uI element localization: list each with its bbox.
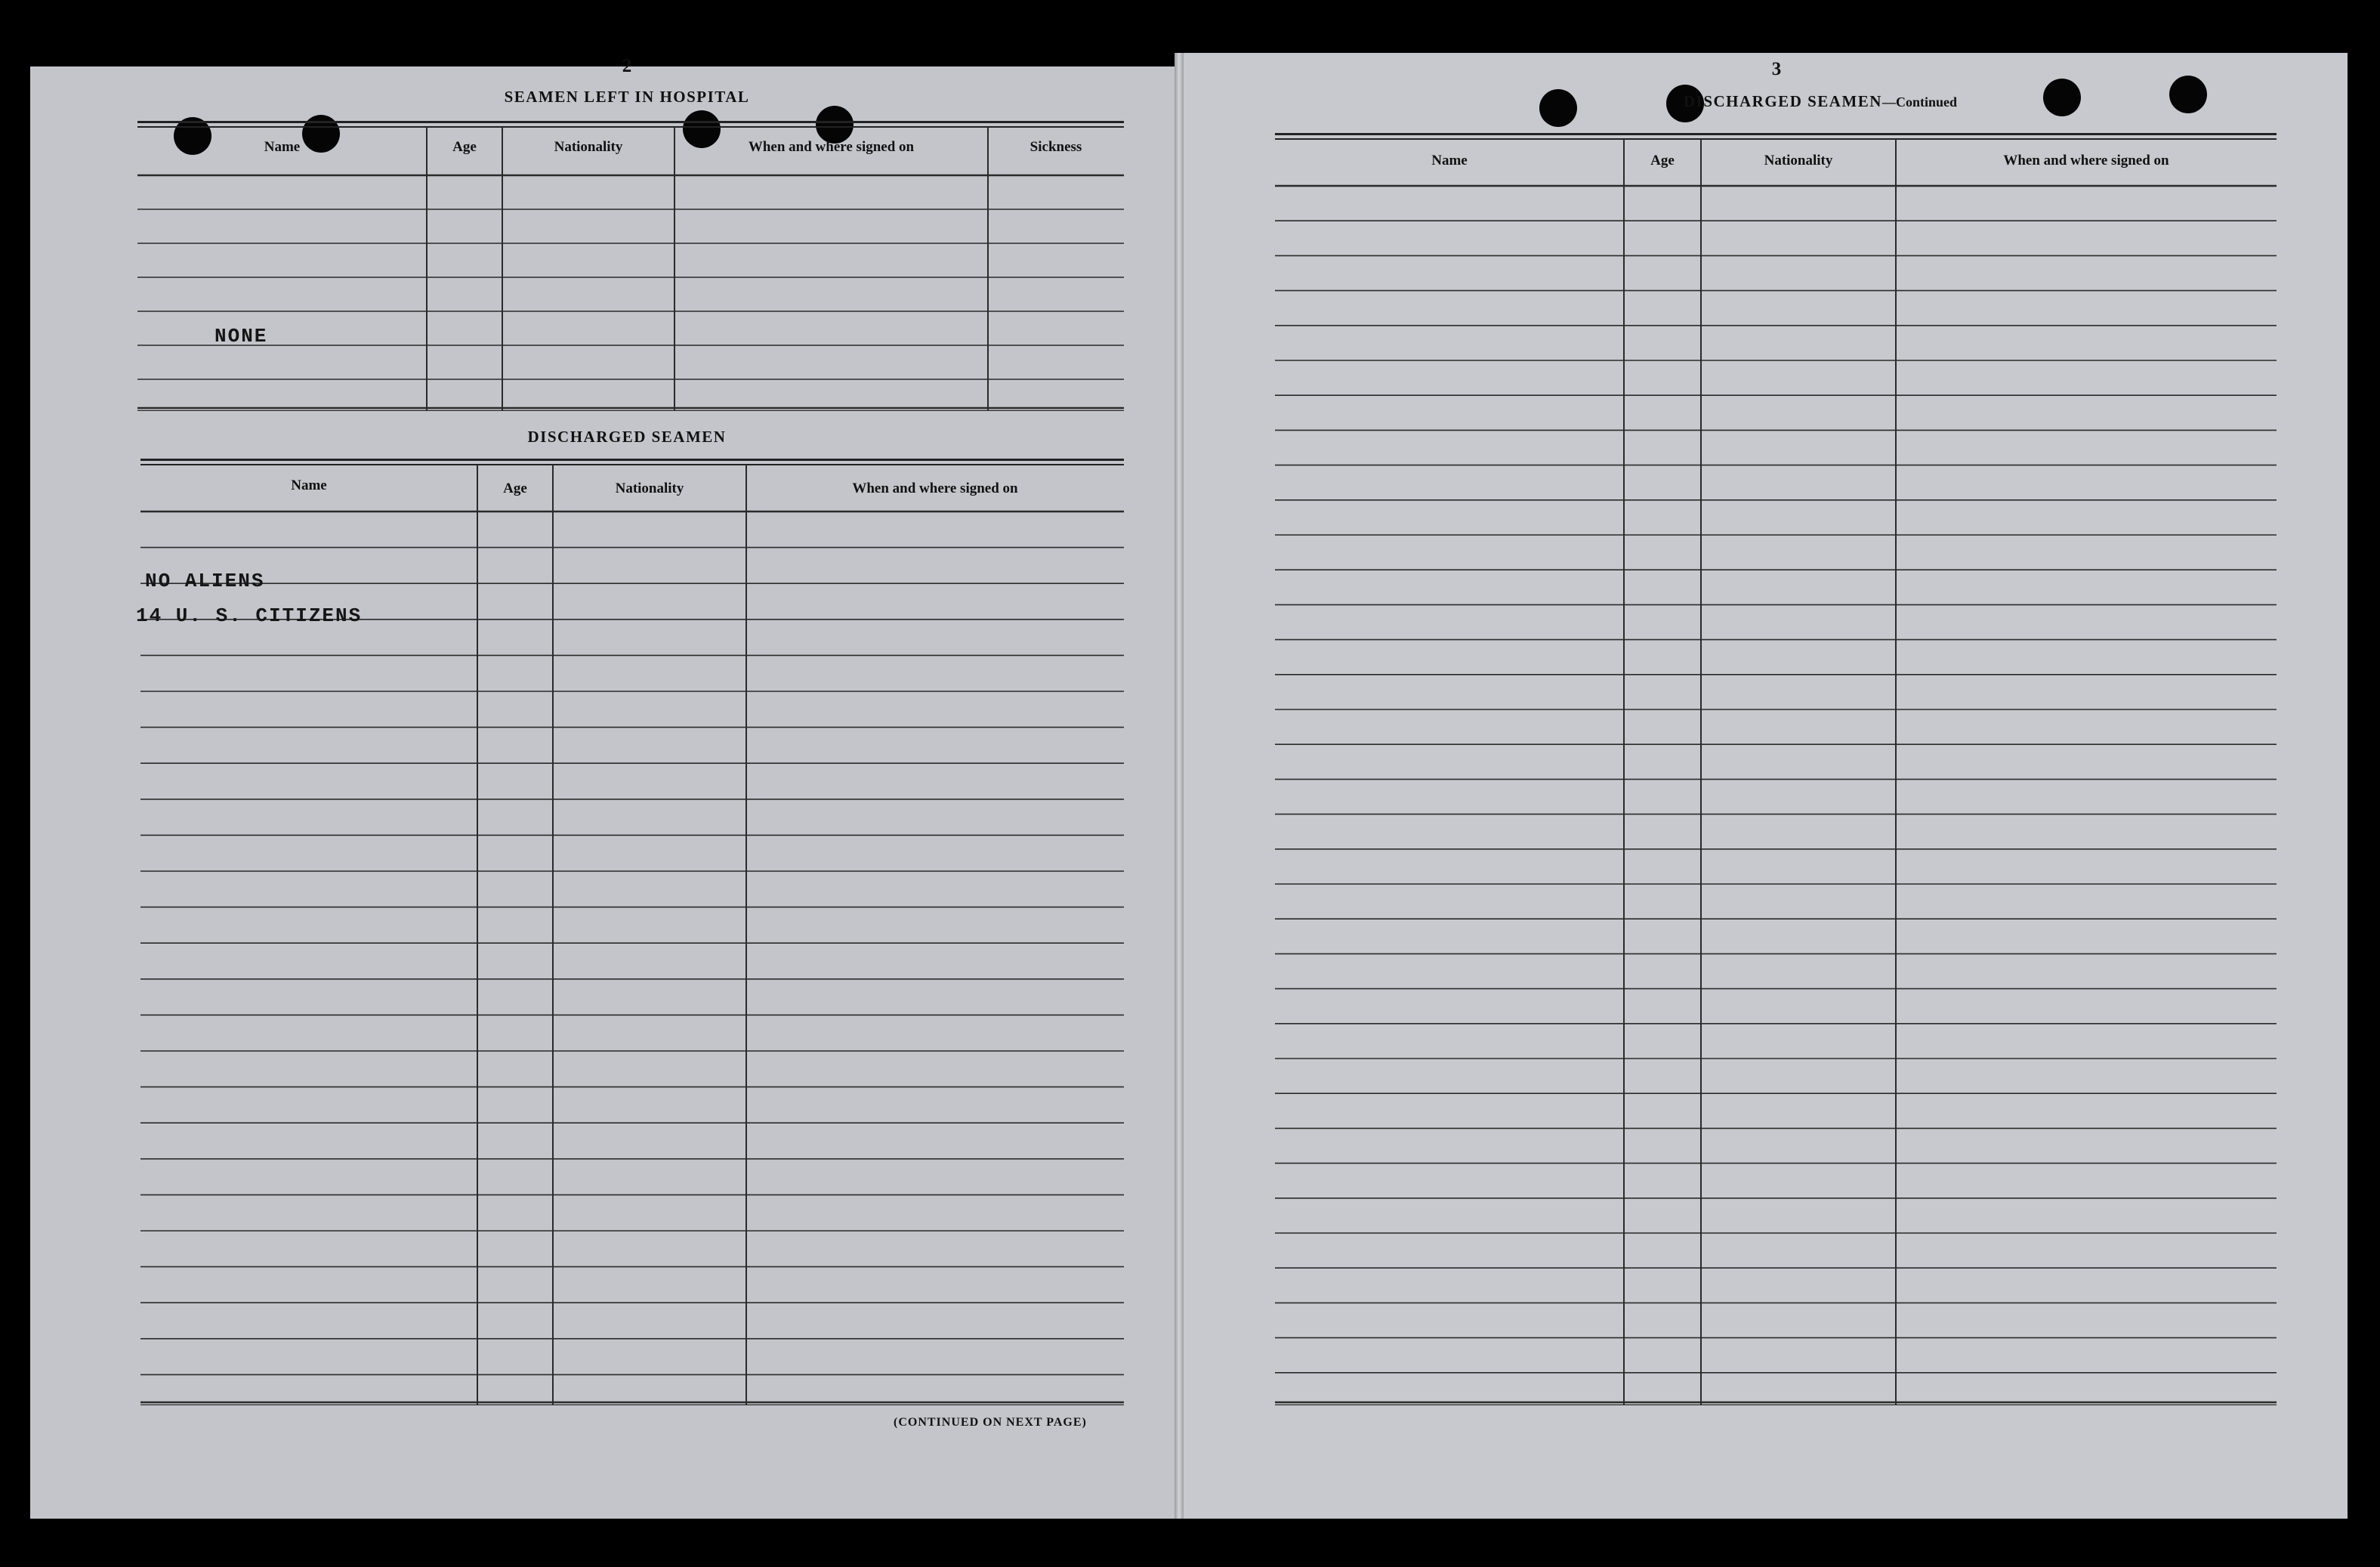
punch-hole	[1539, 89, 1577, 127]
discharged-header-signed-on: When and where signed on	[852, 481, 1018, 496]
continued-header-nationality: Nationality	[1764, 153, 1833, 168]
hospital-header-name: Name	[264, 139, 301, 155]
continued-table-lines	[1275, 139, 2277, 1405]
page-spine	[1175, 53, 1184, 1519]
hospital-header-signed-on: When and where signed on	[748, 139, 915, 155]
hospital-entry: NONE	[215, 325, 268, 348]
discharged-header-age: Age	[503, 481, 527, 496]
continued-section-title	[1579, 92, 2062, 111]
hospital-header-sickness: Sickness	[1029, 139, 1082, 155]
hospital-section-title: SEAMEN LEFT IN HOSPITAL	[504, 88, 750, 106]
hospital-header-age: Age	[452, 139, 477, 155]
page-number: 2	[622, 56, 632, 76]
page-number: 3	[1771, 59, 1782, 79]
discharged-header-nationality: Nationality	[615, 481, 684, 496]
discharged-header-name: Name	[291, 478, 327, 493]
continued-table-grid	[1275, 139, 2277, 1405]
hospital-table-lines	[137, 127, 1124, 411]
discharged-entry-aliens: NO ALIENS	[145, 570, 265, 592]
punch-hole	[2169, 76, 2207, 113]
continued-title-main: DISCHARGED SEAMEN	[1684, 92, 1882, 110]
hospital-header-nationality: Nationality	[554, 139, 623, 155]
continued-title-suffix: —Continued	[1881, 94, 1957, 110]
continued-header-name: Name	[1431, 153, 1468, 168]
continued-footer: (CONTINUED ON NEXT PAGE)	[894, 1416, 1087, 1429]
hospital-table-grid	[137, 127, 1124, 411]
continued-header-age: Age	[1650, 153, 1675, 168]
discharged-entry-citizens: 14 U. S. CITIZENS	[136, 604, 363, 627]
discharged-section-title: DISCHARGED SEAMEN	[527, 428, 727, 446]
continued-header-signed-on: When and where signed on	[2003, 153, 2169, 168]
